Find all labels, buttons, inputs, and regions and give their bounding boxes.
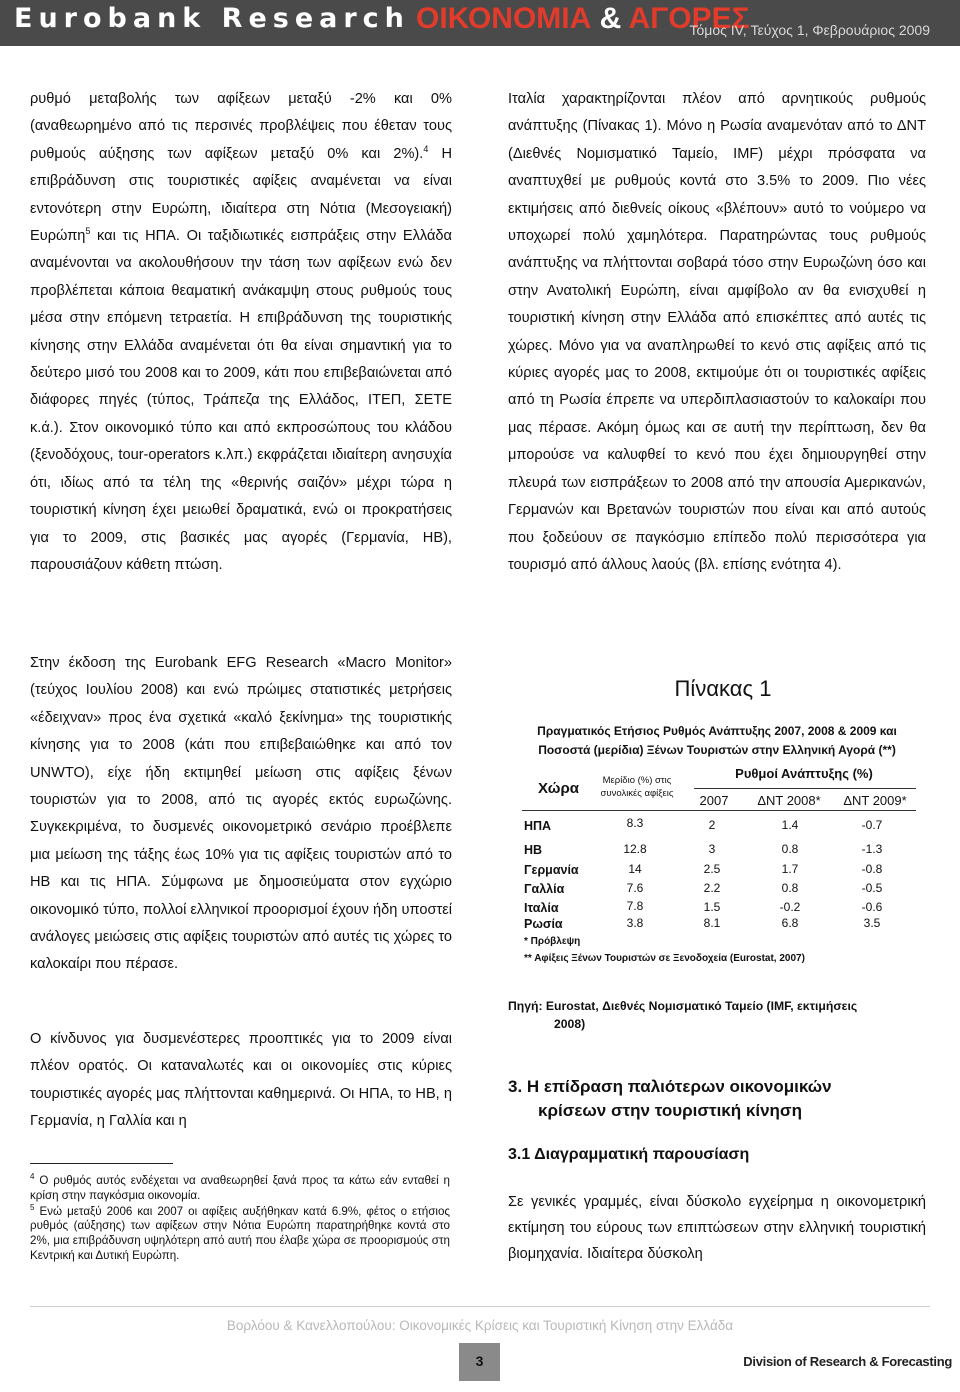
table-cell-y2007: 2.5: [703, 862, 721, 876]
table-header-2009: ΔΝΤ 2009*: [843, 793, 907, 808]
table-note-arrivals: ** Αφίξεις Ξένων Τουριστών σε Ξενοδοχεία (Eurostat, 2007): [524, 953, 805, 964]
table-cell-y2007: 8.1: [703, 916, 721, 930]
table-header-rule-lower: [522, 810, 916, 811]
section-title-left: ΟΙΚΟΝΟΜΙΑ: [416, 2, 592, 35]
table-title: Πίνακας 1: [674, 676, 772, 701]
table-cell-y2008: 0.8: [781, 881, 799, 895]
table-cell-y2008: -0.2: [779, 900, 801, 914]
table-cell-y2008: 6.8: [781, 916, 799, 930]
left-column-text-1: [30, 86, 452, 579]
footnote-4: [30, 1174, 450, 1204]
footnote-4-text: Ο ρυθμός αυτός ενδέχεται να αναθεωρηθεί ξανά προς τα κάτω εάν ενταθεί η κρίση στην παγκόσμια οικονομία.: [30, 1174, 450, 1202]
table-source-line-1: Πηγή: Eurostat, Διεθνές Νομισματικό Ταμείο (IMF, εκτιμήσεις: [508, 999, 858, 1013]
footer-authors: Βορλόου & Κανελλοπούλου: Οικονομικές Κρίσεις και Τουριστική Κίνηση στην Ελλάδα: [226, 1318, 734, 1333]
footer-division: Division of Research & Forecasting: [743, 1354, 952, 1369]
footnote-4-number: 4: [30, 1172, 35, 1182]
table-cell-y2007: 2: [708, 818, 716, 832]
table-cell-y2007: 2.2: [703, 881, 721, 895]
table-cell-y2009: -0.5: [861, 881, 883, 895]
footnote-divider: [30, 1163, 173, 1164]
left-column-text-3: [30, 1026, 452, 1136]
table-header-rates: Ρυθμοί Ανάπτυξης (%): [735, 766, 873, 781]
footer-divider: [30, 1306, 930, 1307]
table-cell-share: 7.6: [626, 881, 644, 895]
table-cell-y2009: -0.7: [861, 818, 883, 832]
right-column-text-1: [508, 86, 926, 579]
table-header-share: Μερίδιο (%) στις συνολικές αφίξεις: [600, 775, 674, 799]
table-cell-y2007: 1.5: [703, 900, 721, 914]
left-paragraph-2: Στην έκδοση της Eurobank EFG Research «Macro Monitor» (τεύχος Ιουλίου 2008) και ενώ πρώιμες στατιστικές μετρήσεις «έδειχναν» προς ένα σχετικά «καλό ξεκίνημα» της τουριστικής κίνησης για το 2008 (κάτι που επιβεβαιώθηκε και από τον UNWTO), είχε ήδη εκτιμηθεί μείωση στις αφίξεις ξένων τουριστών για το 2008, από τις αγορές εκτός ευρωζώνης. Συγκεκριμένα, το δυσμενές οικονομετρικό σενάριο προέβλεπε μια μείωση της τάξης έως 10% για τις αφίξεις τουριστών από το ΗΒ και τις ΗΠΑ. Σύμφωνα με δημοσιεύματα στον εγχώριο οικονομικό τύπο, πολλοί ελληνικοί προορισμοί έχουν ήδη υποστεί ανάλογες μειώσεις στις αφίξεις τουριστών από αυτές τις χώρες το καλοκαίρι που πέρασε.: [30, 655, 452, 973]
left-paragraph-3: Ο κίνδυνος για δυσμενέστερες προοπτικές για το 2009 είναι πλέον ορατός. Οι καταναλωτές και οι οικονομίες στις κύριες τουριστικές αγορές μας πλήττονται καθημερινά. Οι ΗΠΑ, το ΗΒ, η Γερμανία, η Γαλλία και η: [30, 1031, 452, 1130]
left-column-text-2: [30, 650, 452, 979]
right-column-text-2: [508, 1189, 926, 1267]
table-cell-country: Ρωσία: [524, 917, 563, 931]
table-subtitle: [512, 722, 922, 760]
table-cell-y2009: 3.5: [863, 916, 881, 930]
footnote-ref-5: 5: [85, 226, 91, 237]
right-paragraph-2: Σε γενικές γραμμές, είναι δύσκολο εγχείρημα η οικονομετρική εκτίμηση του εύρους των επιπτώσεων στην ελληνική τουριστική βιομηχανία. Ιδιαίτερα δύσκολη: [508, 1194, 926, 1262]
table-cell-y2009: -0.8: [861, 862, 883, 876]
table-header-2007: 2007: [699, 793, 729, 808]
table-source: [508, 997, 918, 1033]
section-title-right: ΑΓΟΡΕΣ: [628, 2, 750, 35]
table-subtitle-line-2: Ποσοστά (μερίδια) Ξένων Τουριστών στην Ελληνική Αγορά (**): [538, 743, 896, 757]
footnote-5-text: Ενώ μεταξύ 2006 και 2007 οι αφίξεις αυξήθηκαν κατά 6.9%, φέτος ο ετήσιος ρυθμός (αύξησης) των αφίξεων στην Νότια Ευρώπη παρατηρήθηκε κοντά στο 2%, μια επιβράδυνση υψηλότερη από αυτή που έλαβε χώρα σε προορισμούς στη Κεντρική και Δυτική Ευρώπη.: [30, 1204, 450, 1262]
table-header-2008: ΔΝΤ 2008*: [757, 793, 821, 808]
section-3-heading: [508, 1075, 918, 1123]
footnote-5: [30, 1202, 450, 1264]
table-cell-country: Γαλλία: [524, 882, 565, 896]
section-3-heading-line-1: 3. Η επίδραση παλιότερων οικονομικών: [508, 1077, 832, 1096]
table-cell-country: ΗΒ: [524, 843, 543, 857]
table-cell-country: Ιταλία: [524, 901, 559, 915]
table-cell-share: 8.3: [626, 816, 644, 830]
issue-label: Τόμος IV, Τεύχος 1, Φεβρουάριος 2009: [689, 22, 930, 38]
left-paragraph-1-part-b: Η επιβράδυνση στις τουριστικές αφίξεις αναμένεται να είναι εντονότερη στην Ευρώπη, ιδιαίτερα στη Νότια (Μεσογειακή) Ευρώπη: [30, 145, 453, 245]
table-header-rule-upper: [694, 788, 916, 789]
footnote-ref-4: 4: [423, 143, 429, 154]
page-number: 3: [475, 1353, 484, 1369]
table-cell-y2009: -0.6: [861, 900, 883, 914]
table-cell-country: Γερμανία: [524, 863, 579, 877]
left-paragraph-1-part-c: και τις ΗΠΑ. Οι ταξιδιωτικές εισπράξεις στην Ελλάδα αναμένονται να ακολουθήσουν την τάση των αφίξεων ενώ δεν προβλέπεται κάποια θεαματική ανάκαμψη στους ρυθμούς τους μέσα στην επόμενη τετραετία. Η επιβράδυνση της τουριστικής κίνησης στην Ελλάδα αναμένεται ότι θα είναι σημαντική για το δεύτερο μισό του 2008 και το 2009, κάτι που επιβεβαιώνεται από διάφορες πηγές (τύπος, Τράπεζα της Ελλάδος, ΙΤΕΠ, ΣΕΤΕ κ.ά.). Στον οικονομικό τύπο και από εκπροσώπους του κλάδου (ξενοδόχους, tour-operators κ.λπ.) εκφράζεται ιδιαίτερη ανησυχία ότι, ιδίως από τα τέλη της «θερινής σαιζόν» μέχρι τώρα η τουριστική κίνηση έχει μειωθεί δραματικά, ενώ οι προκρατήσεις για το 2009, στις βασικές μας αγορές (Γερμανία, ΗΒ), παρουσιάζουν κάθετη πτώση.: [30, 228, 452, 573]
table-cell-y2008: 1.7: [781, 862, 799, 876]
header-bar: [0, 0, 960, 46]
table-cell-y2009: -1.3: [861, 842, 883, 856]
table-header-country: Χώρα: [538, 780, 579, 797]
left-paragraph-1-part-a: ρυθμό μεταβολής των αφίξεων μεταξύ -2% και 0% (αναθεωρημένο από τις περσινές προβλέψεις που έθεταν τους ρυθμούς αύξησης των αφίξεων μεταξύ 0% και 2%).: [30, 91, 452, 162]
table-cell-share: 12.8: [623, 842, 647, 856]
table-cell-share: 7.8: [626, 899, 644, 913]
footnotes: [30, 1174, 450, 1265]
table-cell-share: 3.8: [626, 916, 644, 930]
section-3-1-heading: 3.1 Διαγραμματική παρουσίαση: [508, 1146, 750, 1163]
left-paragraph-1: [30, 86, 452, 579]
right-paragraph-1: Ιταλία χαρακτηρίζονται πλέον από αρνητικούς ρυθμούς ανάπτυξης (Πίνακας 1). Μόνο η Ρωσία αναμενόταν από το ΔΝΤ (Διεθνές Νομισματικό Ταμείο, IMF) μέχρι πρόσφατα να αναπτυχθεί με ρυθμούς κοντά στο 3.5% το 2009. Πιο νέες εκτιμήσεις από διεθνείς οίκους «βλέπουν» αυτό το νούμερο να υποχωρεί πολύ χαμηλότερα. Παρατηρώντας τους ρυθμούς ανάπτυξης να πλήττονται σοβαρά τόσο στην Ευρωζώνη όσο και στην Ανατολική Ευρώπη, είναι αμφίβολο αν θα ενισχυθεί η τουριστική κίνηση στην Ελλάδα από επισκέπτες από αυτές τις χώρες. Μόνο για να αναπληρωθεί το κενό στις αφίξεις από τις κύριες αγορές μας το 2008, εκτιμούμε ότι οι τουριστικές αφίξεις από τη Ρωσία έπρεπε να υπερδιπλασιαστούν το καλοκαίρι που μας πέρασε. Ακόμη όμως και σε αυτή την περίπτωση, δεν θα μπορούσε να καλυφθεί το κενό που έχει δημιουργηθεί στην πλευρά των εισπράξεων το 2008 από την απουσία Αμερικανών, Γερμανών και Βρετανών τουριστών που είναι και από αυτούς που ξοδεύουν σε παγκόσμιο επίπεδο πολύ περισσότερα για τουρισμό από άλλους λαούς (βλ. επίσης ενότητα 4).: [508, 91, 926, 573]
section-3-heading-line-2: κρίσεων στην τουριστική κίνηση: [538, 1101, 802, 1120]
section-title-amp: &: [599, 2, 622, 35]
table-cell-y2008: 0.8: [781, 842, 799, 856]
table-cell-y2007: 3: [708, 842, 716, 856]
brand-title: Eurobank Research: [14, 3, 410, 34]
table-cell-share: 14: [628, 862, 642, 876]
table-cell-country: ΗΠΑ: [524, 819, 552, 833]
table-cell-y2008: 1.4: [781, 818, 799, 832]
table-subtitle-line-1: Πραγματικός Ετήσιος Ρυθμός Ανάπτυξης 2007, 2008 & 2009 και: [537, 724, 897, 738]
table-note-forecast: * Πρόβλεψη: [524, 936, 581, 947]
table-source-line-2: 2008): [554, 1017, 586, 1031]
footnote-5-number: 5: [30, 1202, 35, 1212]
